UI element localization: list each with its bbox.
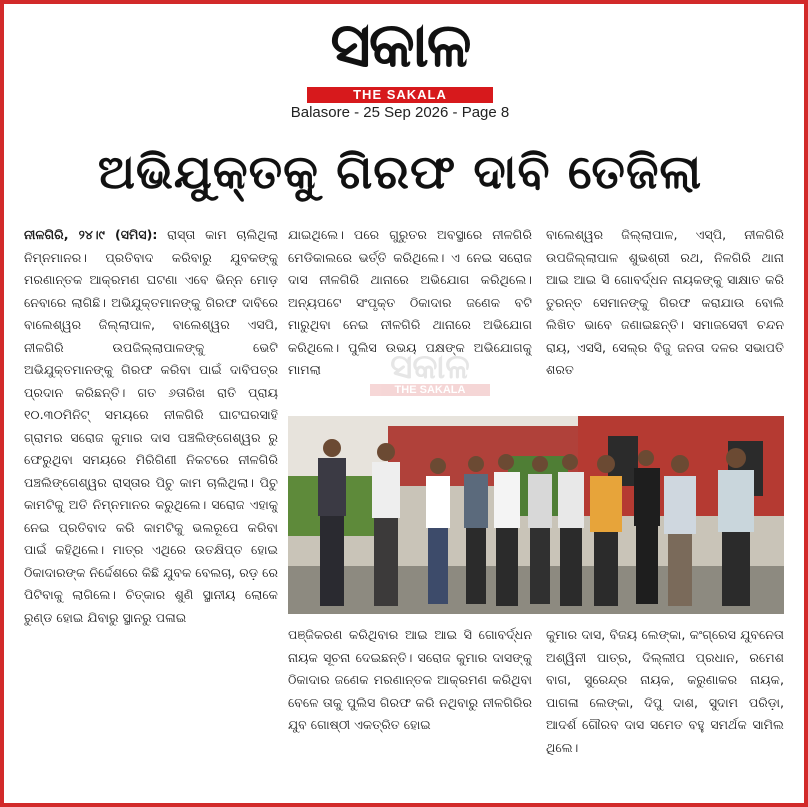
logo-band: THE SAKALA (307, 87, 493, 103)
newspaper-logo (255, 2, 545, 102)
article-column-5: କୁମାର ଦାସ, ବିଜୟ ଲେଙ୍କା, କଂଗ୍ରେସ ଯୁବନେତା ଅଶ୍ୱିନୀ ପାତ୍ର, ଦିଲ୍ଲୀପ ପ୍ରଧାନ, ରମେଶ ବାଗ, ସୁରେନ୍ଦ୍ର ନାୟକ, କରୁଣାକର ନାୟକ, ପାଗଳା ଲେଙ୍କା, ଦିପୁ ଦାଶ, ସୁଦାମ ପରିଡ଼ା, ଆଦର୍ଶ ଗୌରବ ଦାସ ସମେତ ବହୁ ସମର୍ଥକ ସାମିଲ ଥିଲେ। (546, 627, 784, 755)
article-column-1 (24, 224, 278, 799)
article-column-3: ବାଲେଶ୍ୱର ଜିଲ୍ଲାପାଳ, ଏସ୍‌ପି, ନୀଳଗିରି ଉପଜିଲ୍ଲାପାଳ ଶୁଭଶ୍ରୀ ରଥ, ନିଳଗିରି ଥାନା ଆଇ ଆଇ ସି ଗୋବର୍ଦ୍ଧନ ନାୟକଙ୍କୁ ସାକ୍ଷାତ କରି ତୁରନ୍ତ ସେମାନଙ୍କୁ ଗିରଫ କରାଯାଉ ବୋଲି ଲିଖିତ ଭାବେ ଜଣାଇଛନ୍ତି। ସମାଜସେବୀ ଚନ୍ଦନ ରାୟ, ଏସସି, ସେଲ୍‌ର ବିଜୁ ଜନତା ଦଳର ସଭାପତି ଶରତ (546, 227, 784, 377)
column-1-text: ରାସ୍ତା କାମ ଚାଲିଥିଲା ନିମ୍ନମାନର। ପ୍ରତିବାଦ କରିବାରୁ ଯୁବକଙ୍କୁ ମରଣାନ୍ତକ ଆକ୍ରମଣ ଘଟଣା ଏବେ ଭିନ୍ନ ମୋଡ଼ ନେବାରେ ଲାଗିଛି। ଅଭିଯୁକ୍ତମାନଙ୍କୁ ଗିରଫ ଦାବିରେ ବାଲେଶ୍ୱର ଜିଲ୍ଲାପାଳ, ବାଲେଶ୍ୱର ଏସପି, ନୀଳଗିରି ଉପଜିଲ୍ଲାପାଳଙ୍କୁ ଭେଟି ଅଭିଯୁକ୍ତମାନଙ୍କୁ ଗିରଫ କରିବା ପାଇଁ ଦାବିପତ୍ର ପ୍ରଦାନ କରିଛନ୍ତି। ଗତ ୬ତାରିଖ ରାତି ପ୍ରାୟ ୧୦.୩୦ମିନିଟ୍ ସମୟରେ ନୀଳଗିରି ଘାଟଘରସାହି ଗ୍ରାମର ସରୋଜ କୁମାର ଦାସ ପଞ୍ଚଲିଙ୍ଗେଶ୍ୱର ରୁ ଫେରୁଥିବା ସମୟରେ ମିରିଗିଣୀ ନିକଟରେ ନୀଳଗିରି ପଞ୍ଚଲିଙ୍ଗେଶ୍ୱର ରାସ୍ତାର ପିଚୁ କାମ ଚାଲିଥିଲା। ପିଚୁ କାମଟିକୁ ଅତି ନିମ୍ନମାନର କରୁଥିଲେ। ସରୋଜ ଏହାକୁ ନେଇ ପ୍ରତିବାଦ କରି କାମଟିକୁ ଭଲରୂପେ କରିବା ପାଇଁ କହିଥିଲେ। ମାତ୍ର ଏଥିରେ ଉତକ୍ଷିପ୍ତ ହୋଇ ଠିକାଦାରଙ୍କ ନିର୍ଦ୍ଦେଶରେ କିଛି ଯୁବକ ବେଲଚା, ରଡ଼ ରେ ପିଟିବାକୁ ଲାଗିଲେ। ଚିତ୍କାର ଶୁଣି ସ୍ଥାନୀୟ ଲୋକେ ରୁଣ୍ଡ ହୋଇ ଯିବାରୁ ସ୍ଥାନରୁ ପଳାଇ (24, 227, 278, 625)
edition-dateline: Balasore - 25 Sep 2026 - Page 8 (290, 104, 510, 121)
article-headline: ଅଭିଯୁକ୍ତକୁ ଗିରଫ ଦାବି ତେଜିଲା (97, 145, 703, 200)
logo-text: ସକାଳ (330, 8, 470, 81)
article-column-2: ଯାଇଥିଲେ। ପରେ ଗୁରୁତର ଅବସ୍ଥାରେ ନୀଳଗିରି ମେଡିକାଲରେ ଭର୍ତ୍ତି କରିଥିଲେ। ଏ ନେଇ ସରୋଜ ଦାସ ନୀଳଗିରି ଥାନାରେ ଅଭିଯୋଗ କରିଥିଲେ। ଅନ୍ୟପଟେ ସଂପୃକ୍ତ ଠିକାଦାର ଜଣେକ ବଟି ମାରୁଥିବା ନେଇ ନୀଳଗିରି ଥାନାରେ ଅଭିଯୋଗ କରିଥିଲେ। ପୁଲିସ ଉଭୟ ପକ୍ଷଙ୍କ ଅଭିଯୋଗକୁ ମାମଲା (288, 227, 532, 377)
masthead (0, 2, 800, 102)
news-photo (288, 416, 784, 614)
article-column-4: ପଞ୍ଜିକରଣ କରିଥିବାର ଆଇ ଆଇ ସି ଗୋବର୍ଦ୍ଧନ ନାୟକ ସୂଚନା ଦେଇଛନ୍ତି। ସରୋଜ କୁମାର ଦାସଙ୍କୁ ଠିକାଦାର ଜଣେକ ମରଣାନ୍ତକ ଆକ୍ରମଣ କରିଥିବା ବେଳେ ତାକୁ ପୁଲିସ ଗିରଫ କରି ନଥିବାରୁ ନୀଳଗିରିର ଯୁବ ଗୋଷ୍ଠୀ ଏକତ୍ରିତ ହୋଇ (288, 627, 532, 732)
article-dateline: ନୀଳଗିରି, ୨୪।୯ (ସମିସ): (24, 227, 158, 242)
